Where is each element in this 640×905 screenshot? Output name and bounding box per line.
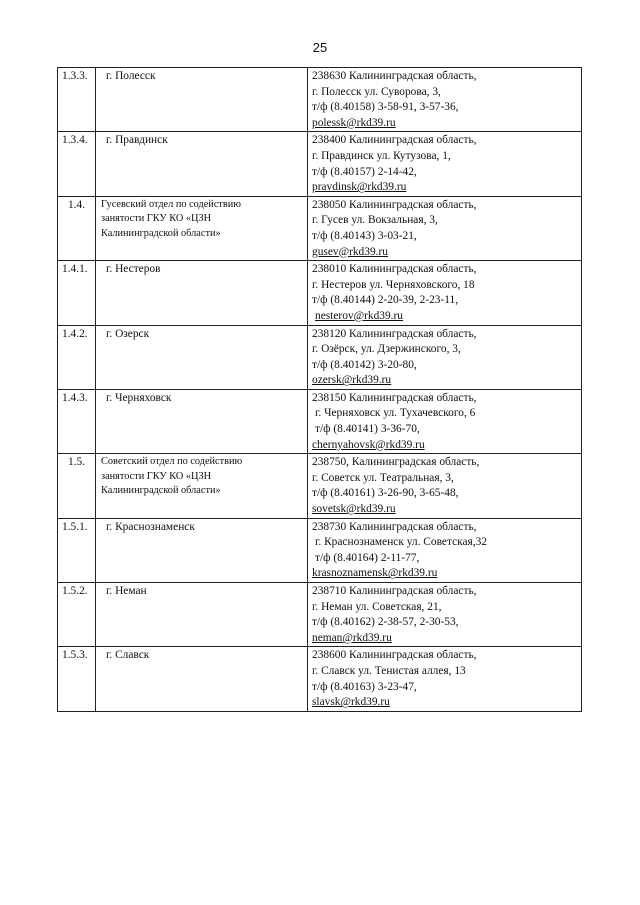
office-name (96, 518, 308, 582)
row-number: 1.5. (58, 454, 96, 518)
row-number: 1.5.2. (58, 583, 96, 647)
table-row (58, 132, 582, 196)
table-row (58, 583, 582, 647)
office-name-line: Калининградской области» (101, 485, 221, 497)
postal-address: 238710 Калининградская область, (312, 585, 477, 597)
office-name-line: г. Краснознаменск (106, 520, 195, 533)
postal-address: 238010 Калининградская область, (312, 263, 477, 276)
row-number: 1.4.2. (58, 325, 96, 389)
email-link[interactable]: nesterov@rkd39.ru (315, 309, 403, 322)
office-contacts (308, 132, 582, 196)
office-name (96, 132, 308, 196)
office-name-line: г. Славск (106, 649, 150, 662)
row-number: 1.5.3. (58, 647, 96, 711)
office-name (96, 389, 308, 453)
email-link[interactable]: ozersk@rkd39.ru (312, 374, 392, 387)
phone-fax: т/ф (8.40157) 2-14-42, (312, 165, 417, 178)
row-number: 1.3.4. (58, 132, 96, 196)
office-name (96, 325, 308, 389)
row-number: 1.4.1. (58, 261, 96, 325)
postal-address: 238150 Калининградская область, (312, 391, 477, 404)
office-contacts (308, 68, 582, 132)
office-name-line: Гусевский отдел по содействию (101, 198, 241, 210)
postal-address: 238750, Калининградская область, (312, 456, 480, 469)
email-link[interactable]: sovetsk@rkd39.ru (312, 503, 396, 516)
phone-fax: т/ф (8.40144) 2-20-39, 2-23-11, (312, 294, 459, 307)
phone-fax: т/ф (8.40163) 3-23-47, (312, 680, 417, 693)
office-contacts (308, 196, 582, 260)
postal-address: 238120 Калининградская область, (312, 327, 477, 340)
email-link[interactable]: slavsk@rkd39.ru (312, 696, 390, 709)
row-number: 1.3.3. (58, 68, 96, 132)
office-contacts (308, 647, 582, 711)
postal-address: 238400 Калининградская область, (312, 134, 477, 147)
street-address: г. Черняховск ул. Тухачевского, 6 (315, 407, 476, 420)
street-address: г. Неман ул. Советская, 21, (312, 600, 442, 613)
email-link[interactable]: krasnoznamensk@rkd39.ru (312, 567, 438, 580)
office-contacts (308, 261, 582, 325)
street-address: г. Советск ул. Театральная, 3, (312, 471, 454, 484)
phone-fax: т/ф (8.40142) 3-20-80, (312, 358, 417, 371)
office-contacts (308, 583, 582, 647)
office-name-line: Калининградской области» (101, 227, 221, 239)
postal-address: 238600 Калининградская область, (312, 649, 477, 662)
phone-fax: т/ф (8.40161) 3-26-90, 3-65-48, (312, 487, 459, 500)
table-row (58, 647, 582, 711)
page-number: 25 (312, 40, 328, 55)
street-address: г. Гусев ул. Вокзальная, 3, (312, 214, 438, 227)
office-name (96, 196, 308, 260)
phone-fax: т/ф (8.40143) 3-03-21, (312, 229, 417, 242)
office-name-line: занятости ГКУ КО «ЦЗН (101, 470, 212, 482)
office-name (96, 583, 308, 647)
office-contacts (308, 518, 582, 582)
phone-fax: т/ф (8.40162) 2-38-57, 2-30-53, (312, 616, 459, 629)
postal-address: 238630 Калининградская область, (312, 70, 477, 82)
phone-fax: т/ф (8.40158) 3-58-91, 3-57-36, (312, 101, 459, 114)
office-name-line: г. Озерск (106, 327, 150, 340)
postal-address: 238050 Калининградская область, (312, 198, 477, 211)
table-body (58, 68, 582, 712)
postal-address: 238730 Калининградская область, (312, 520, 477, 533)
street-address: г. Нестеров ул. Черняховского, 18 (312, 278, 475, 291)
employment-centers-table (57, 67, 582, 712)
table-row (58, 261, 582, 325)
office-contacts (308, 389, 582, 453)
street-address: г. Полесск ул. Суворова, 3, (312, 85, 441, 98)
office-contacts (308, 325, 582, 389)
office-name-line: г. Нестеров (106, 263, 161, 276)
office-name (96, 261, 308, 325)
office-name-line: г. Правдинск (106, 134, 168, 147)
office-name (96, 647, 308, 711)
row-number: 1.4.3. (58, 389, 96, 453)
table-row (58, 68, 582, 132)
office-name-line: Советский отдел по содействию (101, 456, 243, 468)
email-link[interactable]: chernyahovsk@rkd39.ru (312, 438, 425, 451)
row-number: 1.5.1. (58, 518, 96, 582)
street-address: г. Славск ул. Тенистая аллея, 13 (312, 664, 466, 677)
table-row (58, 454, 582, 518)
office-name-line: г. Неман (106, 585, 147, 597)
email-link[interactable]: polessk@rkd39.ru (312, 116, 396, 129)
email-link[interactable]: neman@rkd39.ru (312, 631, 392, 644)
table-row (58, 518, 582, 582)
street-address: г. Правдинск ул. Кутузова, 1, (312, 149, 451, 162)
table-row (58, 389, 582, 453)
phone-fax: т/ф (8.40141) 3-36-70, (315, 423, 420, 436)
phone-fax: т/ф (8.40164) 2-11-77, (315, 551, 420, 564)
office-name (96, 454, 308, 518)
office-name-line: г. Черняховск (106, 391, 172, 404)
table-row (58, 196, 582, 260)
email-link[interactable]: pravdinsk@rkd39.ru (312, 181, 407, 194)
street-address: г. Озёрск, ул. Дзержинского, 3, (312, 343, 461, 356)
office-name-line: занятости ГКУ КО «ЦЗН (101, 213, 212, 225)
office-name (96, 68, 308, 132)
row-number: 1.4. (58, 196, 96, 260)
table-row (58, 325, 582, 389)
office-name-line: г. Полесск (106, 70, 156, 82)
street-address: г. Краснознаменск ул. Советская,32 (315, 536, 488, 549)
office-contacts (308, 454, 582, 518)
email-link[interactable]: gusev@rkd39.ru (312, 245, 388, 258)
